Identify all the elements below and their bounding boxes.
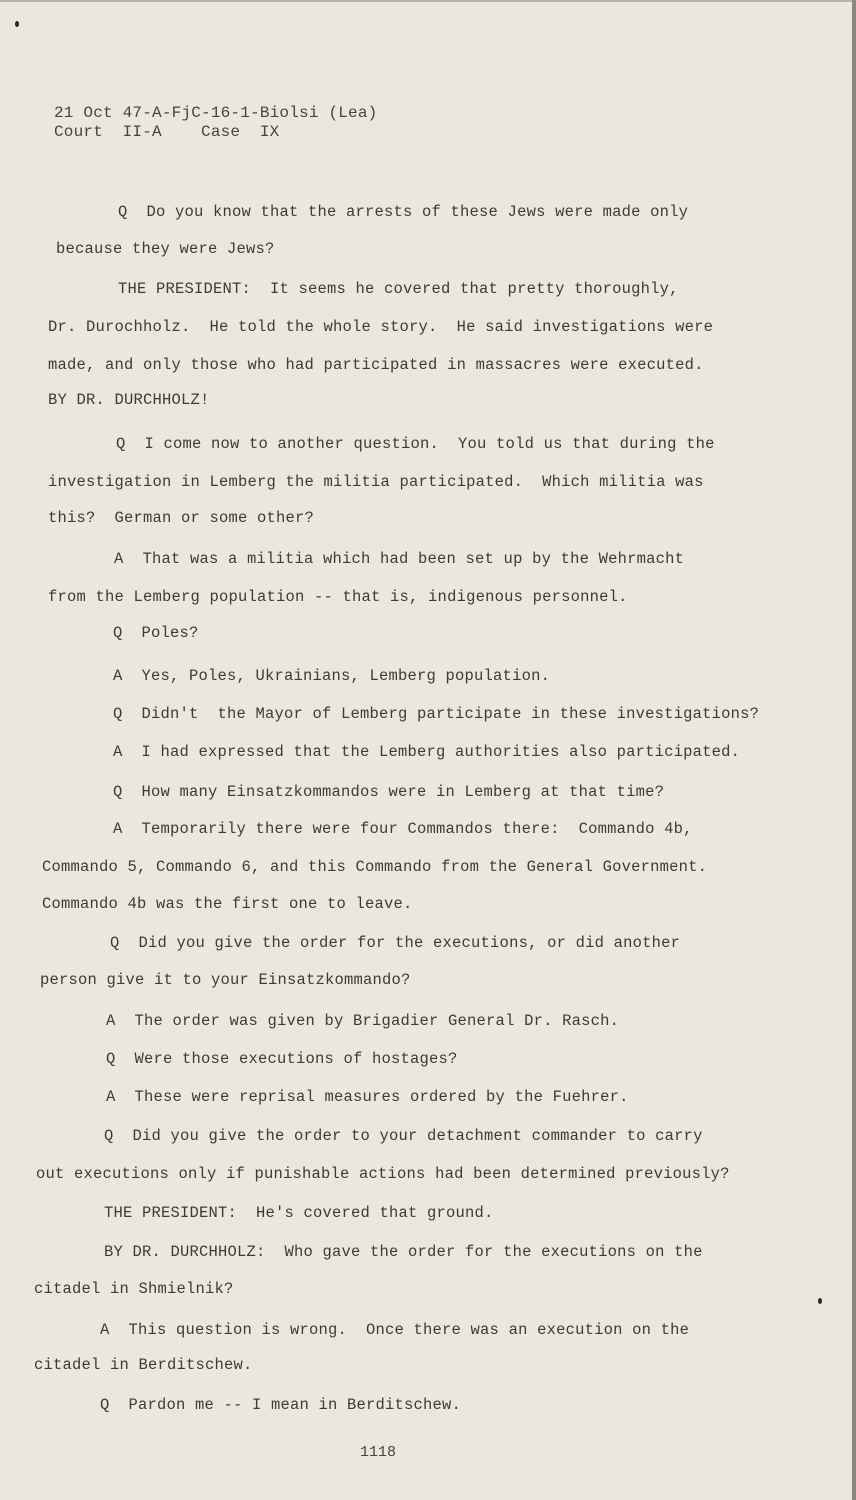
transcript-line: made, and only those who had participated in massacres were executed. xyxy=(48,356,704,374)
transcript-line: Q Didn't the Mayor of Lemberg participate in these investigations? xyxy=(113,705,760,723)
page-number: 1118 xyxy=(360,1444,397,1461)
transcript-line: Q Do you know that the arrests of these Jews were made only xyxy=(118,203,689,221)
transcript-line: THE PRESIDENT: He's covered that ground. xyxy=(104,1204,494,1222)
transcript-line: because they were Jews? xyxy=(56,240,275,258)
transcript-line: Q Poles? xyxy=(113,624,199,642)
header-line-2: Court II-A Case IX xyxy=(54,123,280,141)
transcript-line: A I had expressed that the Lemberg authorities also participated. xyxy=(113,743,741,761)
transcript-line: citadel in Berditschew. xyxy=(34,1356,253,1374)
transcript-line: Q Did you give the order for the executions, or did another xyxy=(110,934,681,952)
transcript-line: from the Lemberg population -- that is, indigenous personnel. xyxy=(48,588,628,606)
transcript-line: Commando 4b was the first one to leave. xyxy=(42,895,413,913)
transcript-line: Q Pardon me -- I mean in Berditschew. xyxy=(100,1396,462,1414)
transcript-line: A These were reprisal measures ordered by the Fuehrer. xyxy=(106,1088,629,1106)
transcript-line: Q How many Einsatzkommandos were in Lemberg at that time? xyxy=(113,783,665,801)
transcript-line: A The order was given by Brigadier General Dr. Rasch. xyxy=(106,1012,620,1030)
header-line-1: 21 Oct 47-A-FjC-16-1-Biolsi (Lea) xyxy=(54,104,378,122)
page-top-edge xyxy=(0,0,856,2)
transcript-line: Q Were those executions of hostages? xyxy=(106,1050,458,1068)
transcript-line: investigation in Lemberg the militia participated. Which militia was xyxy=(48,473,704,491)
transcript-line: BY DR. DURCHHOLZ: Who gave the order for the executions on the xyxy=(104,1243,703,1261)
transcript-line: A Temporarily there were four Commandos there: Commando 4b, xyxy=(113,820,693,838)
transcript-line: A This question is wrong. Once there was an execution on the xyxy=(100,1321,690,1339)
ink-speck xyxy=(15,21,19,27)
transcript-line: A Yes, Poles, Ukrainians, Lemberg population. xyxy=(113,667,551,685)
transcript-line: Commando 5, Commando 6, and this Commando from the General Government. xyxy=(42,858,708,876)
ink-speck xyxy=(818,1298,822,1304)
transcript-line: this? German or some other? xyxy=(48,509,315,527)
transcript-line: Q I come now to another question. You told us that during the xyxy=(116,435,715,453)
transcript-line: citadel in Shmielnik? xyxy=(34,1280,234,1298)
transcript-line: Dr. Durochholz. He told the whole story. He said investigations were xyxy=(48,318,714,336)
page-right-edge xyxy=(852,0,856,1500)
transcript-line: person give it to your Einsatzkommando? xyxy=(40,971,411,989)
transcript-line: A That was a militia which had been set up by the Wehrmacht xyxy=(114,550,685,568)
transcript-line: out executions only if punishable actions had been determined previously? xyxy=(36,1165,730,1183)
transcript-line: THE PRESIDENT: It seems he covered that pretty thoroughly, xyxy=(118,280,679,298)
transcript-line: Q Did you give the order to your detachment commander to carry xyxy=(104,1127,703,1145)
transcript-line: BY DR. DURCHHOLZ! xyxy=(48,391,210,409)
